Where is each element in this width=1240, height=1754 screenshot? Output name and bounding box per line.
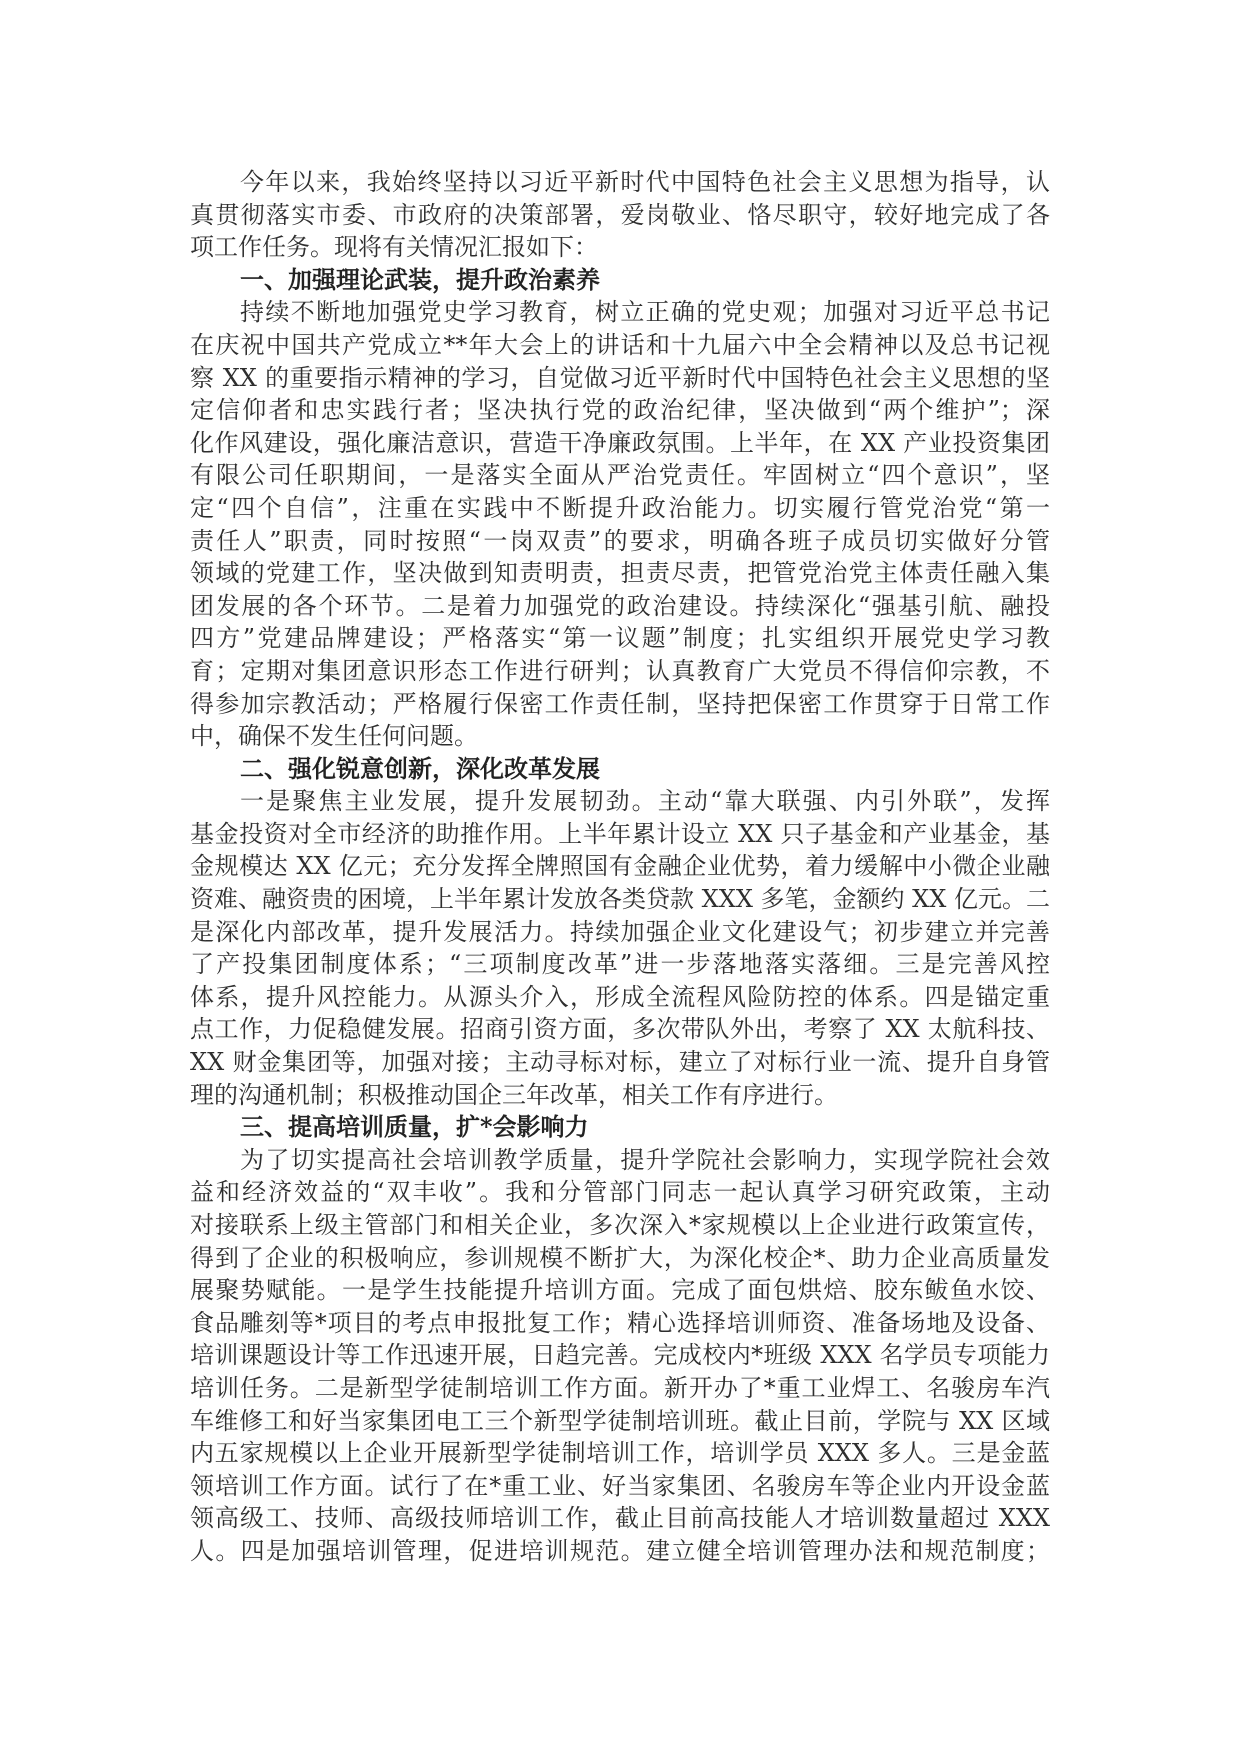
- section-heading: 二、强化锐意创新，深化改革发展: [240, 753, 600, 783]
- paragraph-line: 点工作，力促稳健发展。招商引资方面，多次带队外出，考察了 XX 太航科技、: [190, 1015, 1050, 1044]
- paragraph-line: 今年以来，我始终坚持以习近平新时代中国特色社会主义思想为指导，认: [240, 168, 1050, 196]
- paragraph-line: 持续不断地加强党史学习教育，树立正确的党史观；加强对习近平总书记: [240, 298, 1050, 327]
- section-heading: 三、提高培训质量，扩*会影响力: [240, 1112, 589, 1142]
- paragraph-line: 项工作任务。现将有关情况汇报如下：: [190, 233, 598, 262]
- paragraph-line: 资难、融资贵的困境，上半年累计发放各类贷款 XXX 多笔，金额约 XX 亿元。二: [190, 885, 1050, 914]
- paragraph-line: 培训任务。二是新型学徒制培训工作方面。新开办了*重工业焊工、名骏房车汽: [190, 1373, 1050, 1402]
- body-paragraph: [190, 1144, 1050, 1568]
- paragraph-line: 人。四是加强培训管理，促进培训规范。建立健全培训管理办法和规范制度；: [190, 1536, 1050, 1565]
- paragraph-line: 金规模达 XX 亿元；充分发挥全牌照国有金融企业优势，着力缓解中小微企业融: [190, 852, 1050, 881]
- paragraph-line: 理的沟通机制；积极推动国企三年改革，相关工作有序进行。: [190, 1080, 838, 1109]
- paragraph-line: 了产投集团制度体系；“三项制度改革”进一步落地落实落细。三是完善风控: [190, 950, 1050, 979]
- paragraph-line: 察 XX 的重要指示精神的学习，自觉做习近平新时代中国特色社会主义思想的坚: [190, 363, 1050, 392]
- paragraph-line: 中，确保不发生任何问题。: [190, 722, 478, 751]
- paragraph-line: 基金投资对全市经济的助推作用。上半年累计设立 XX 只子基金和产业基金，基: [190, 819, 1050, 848]
- body-paragraph: [190, 166, 1050, 264]
- paragraph-line: 有限公司任职期间，一是落实全面从严治党责任。牢固树立“四个意识”，坚: [190, 461, 1050, 490]
- paragraph-line: 领培训工作方面。试行了在*重工业、好当家集团、名骏房车等企业内开设金蓝: [190, 1471, 1050, 1500]
- paragraph-line: 得到了企业的积极响应，参训规模不断扩大，为深化校企*、助力企业高质量发: [190, 1243, 1050, 1272]
- paragraph-line: XX 财金集团等，加强对接；主动寻标对标，建立了对标行业一流、提升自身管: [190, 1048, 1050, 1077]
- paragraph-line: 领域的党建工作，坚决做到知责明责，担责尽责，把管党治党主体责任融入集: [190, 559, 1050, 588]
- paragraph-line: 育；定期对集团意识形态工作进行研判；认真教育广大党员不得信仰宗教，不: [190, 656, 1050, 685]
- paragraph-line: 真贯彻落实市委、市政府的决策部署，爱岗敬业、恪尽职守，较好地完成了各: [190, 200, 1050, 229]
- body-paragraph: [190, 296, 1050, 752]
- paragraph-line: 四方”党建品牌建设；严格落实“第一议题”制度；扎实组织开展党史学习教: [190, 624, 1050, 653]
- paragraph-line: 团发展的各个环节。二是着力加强党的政治建设。持续深化“强基引航、融投: [190, 591, 1050, 620]
- paragraph-line: 定信仰者和忠实践行者；坚决执行党的政治纪律，坚决做到“两个维护”；深: [190, 396, 1050, 425]
- paragraph-line: 定“四个自信”，注重在实践中不断提升政治能力。切实履行管党治党“第一: [190, 493, 1050, 522]
- paragraph-line: 车维修工和好当家集团电工三个新型学徒制培训班。截止目前，学院与 XX 区域: [190, 1406, 1050, 1435]
- paragraph-line: 展聚势赋能。一是学生技能提升培训方面。完成了面包烘焙、胶东鲅鱼水饺、: [190, 1276, 1050, 1305]
- paragraph-line: 责任人”职责，同时按照“一岗双责”的要求，明确各班子成员切实做好分管: [190, 526, 1050, 555]
- paragraph-line: 体系，提升风控能力。从源头介入，形成全流程风险防控的体系。四是锚定重: [190, 982, 1050, 1011]
- paragraph-line: 是深化内部改革，提升发展活力。持续加强企业文化建设气；初步建立并完善: [190, 917, 1050, 946]
- paragraph-line: 食品雕刻等*项目的考点申报批复工作；精心选择培训师资、准备场地及设备、: [190, 1308, 1050, 1337]
- paragraph-line: 为了切实提高社会培训教学质量，提升学院社会影响力，实现学院社会效: [240, 1145, 1050, 1174]
- paragraph-line: 在庆祝中国共产党成立**年大会上的讲话和十九届六中全会精神以及总书记视: [190, 330, 1050, 359]
- body-paragraph: [190, 785, 1050, 1111]
- paragraph-line: 对接联系上级主管部门和相关企业，多次深入*家规模以上企业进行政策宣传，: [190, 1211, 1050, 1239]
- document-page: [190, 166, 1050, 1568]
- paragraph-line: 益和经济效益的“双丰收”。我和分管部门同志一起认真学习研究政策，主动: [190, 1178, 1050, 1207]
- paragraph-line: 一是聚焦主业发展，提升发展韧劲。主动“靠大联强、内引外联”，发挥: [240, 787, 1050, 816]
- paragraph-line: 领高级工、技师、高级技师培训工作，截止目前高技能人才培训数量超过 XXX: [190, 1504, 1050, 1533]
- section-heading: 一、加强理论武装，提升政治素养: [240, 264, 600, 294]
- paragraph-line: 内五家规模以上企业开展新型学徒制培训工作，培训学员 XXX 多人。三是金蓝: [190, 1439, 1050, 1468]
- paragraph-line: 化作风建设，强化廉洁意识，营造干净廉政氛围。上半年，在 XX 产业投资集团: [190, 428, 1050, 457]
- paragraph-line: 培训课题设计等工作迅速开展，日趋完善。完成校内*班级 XXX 名学员专项能力: [190, 1341, 1050, 1370]
- paragraph-line: 得参加宗教活动；严格履行保密工作责任制，坚持把保密工作贯穿于日常工作: [190, 689, 1050, 718]
